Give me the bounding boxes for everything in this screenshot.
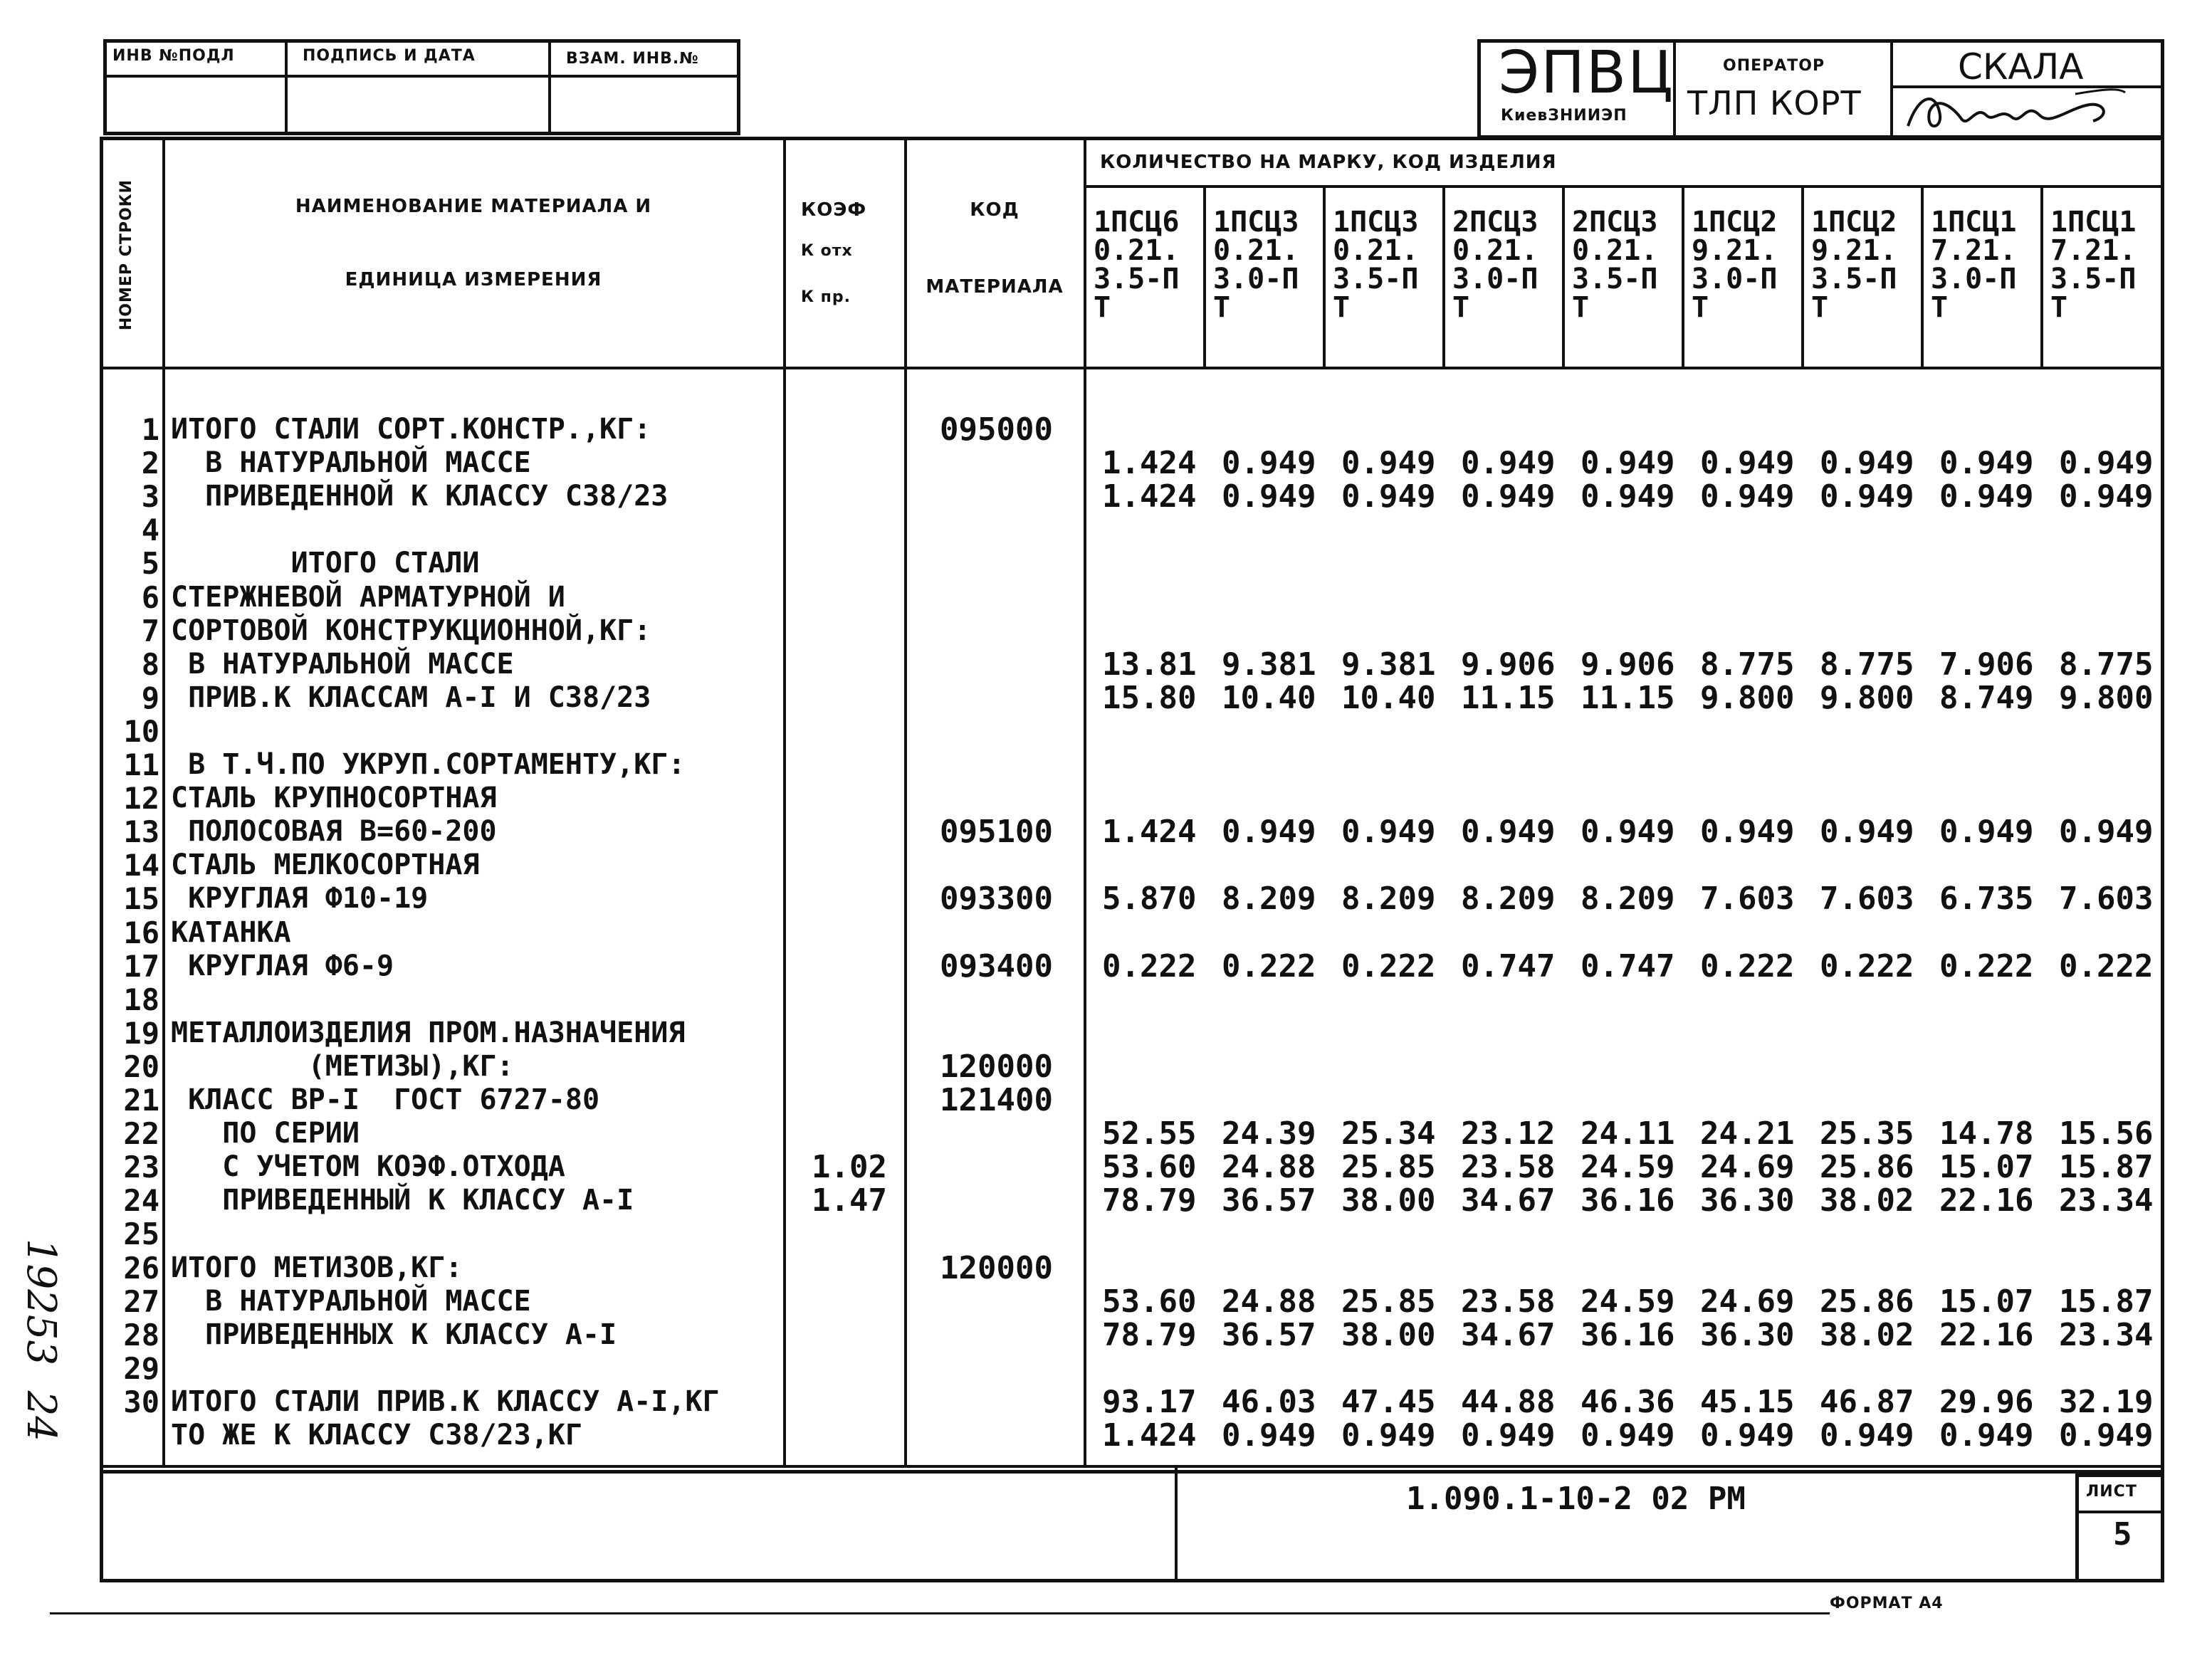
quantity-cell: 93.17 bbox=[1102, 1383, 1197, 1420]
document-code: 1.090.1-10-2 02 РМ bbox=[1406, 1481, 1746, 1517]
quantity-cell: 0.949 bbox=[1581, 445, 1675, 482]
quantity-cell: 36.30 bbox=[1700, 1316, 1795, 1353]
quantity-cell: 9.906 bbox=[1461, 646, 1556, 683]
material-name: ПРИВЕДЕННЫХ К КЛАССУ А-I bbox=[171, 1318, 617, 1351]
quantity-cell: 15.87 bbox=[2059, 1149, 2154, 1186]
row-number: 10 bbox=[123, 713, 159, 749]
code-header-line1: КОД bbox=[970, 199, 1019, 221]
quantity-cell: 0.949 bbox=[1939, 814, 2034, 851]
material-name: СТАЛЬ КРУПНОСОРТНАЯ bbox=[171, 782, 497, 815]
quantity-cell: 0.949 bbox=[1581, 814, 1675, 851]
quantity-cell: 45.15 bbox=[1700, 1383, 1795, 1420]
mark-header-9-line3: 3.5-П bbox=[2050, 263, 2137, 295]
material-name: КРУГЛАЯ Ф6-9 bbox=[171, 949, 394, 982]
quantity-cell: 0.949 bbox=[1581, 478, 1675, 515]
mark-header-9-line2: 7.21. bbox=[2050, 234, 2137, 267]
material-code: 095100 bbox=[940, 814, 1053, 851]
material-name: СОРТОВОЙ КОНСТРУКЦИОННОЙ,КГ: bbox=[171, 614, 651, 647]
quantity-cell: 0.949 bbox=[2059, 1417, 2154, 1454]
org-name: ЭПВЦ bbox=[1499, 39, 1674, 107]
row-number: 17 bbox=[123, 948, 159, 984]
quantity-cell: 24.88 bbox=[1222, 1283, 1316, 1320]
mark-header-8-line4: Т bbox=[1931, 291, 1949, 324]
mark-header-8-line2: 7.21. bbox=[1931, 234, 2017, 267]
row-number: 4 bbox=[141, 513, 159, 548]
quantity-cell: 46.03 bbox=[1222, 1383, 1316, 1420]
quantity-cell: 10.40 bbox=[1222, 679, 1316, 716]
quantity-cell: 0.949 bbox=[1461, 814, 1556, 851]
mark-header-1-line1: 1ПСЦ6 bbox=[1094, 206, 1180, 238]
mark-header-1-line2: 0.21. bbox=[1094, 234, 1180, 267]
quantity-cell: 53.60 bbox=[1102, 1283, 1197, 1320]
quantity-cell: 13.81 bbox=[1102, 646, 1197, 683]
quantity-cell: 23.58 bbox=[1461, 1149, 1556, 1186]
quantity-cell: 1.424 bbox=[1102, 445, 1197, 482]
material-name: ИТОГО МЕТИЗОВ,КГ: bbox=[171, 1251, 463, 1284]
quantity-cell: 0.747 bbox=[1461, 947, 1556, 984]
material-name: ПРИВЕДЕННОЙ К КЛАССУ С38/23 bbox=[171, 480, 669, 513]
material-code: 093400 bbox=[940, 947, 1053, 984]
quantity-cell: 10.40 bbox=[1341, 679, 1436, 716]
operator-value: ТЛП КОРТ bbox=[1687, 84, 1862, 122]
mark-header-6-line4: Т bbox=[1692, 291, 1709, 324]
row-number: 16 bbox=[123, 915, 159, 950]
material-code: 095000 bbox=[940, 411, 1053, 448]
quantity-cell: 0.949 bbox=[1461, 1417, 1556, 1454]
sheet-number: 5 bbox=[2113, 1516, 2132, 1553]
material-code: 093300 bbox=[940, 881, 1053, 918]
quantity-cell: 1.424 bbox=[1102, 478, 1197, 515]
coef-header-line2: К отх bbox=[801, 242, 853, 260]
checker-label: СКАЛА bbox=[1958, 46, 2084, 88]
quantity-cell: 24.21 bbox=[1700, 1115, 1795, 1152]
quantity-cell: 0.222 bbox=[1102, 947, 1197, 984]
quantity-cell: 0.949 bbox=[1939, 445, 2034, 482]
quantity-cell: 47.45 bbox=[1341, 1383, 1436, 1420]
row-number: 6 bbox=[141, 579, 159, 615]
coef-header-line1: КОЭФ bbox=[801, 199, 867, 221]
row-number: 7 bbox=[141, 613, 159, 648]
material-code: 120000 bbox=[940, 1048, 1053, 1085]
quantity-cell: 7.603 bbox=[2059, 881, 2154, 918]
quantity-cell: 0.949 bbox=[1820, 445, 1914, 482]
row-number: 25 bbox=[123, 1217, 159, 1252]
quantity-cell: 5.870 bbox=[1102, 881, 1197, 918]
mark-header-5-line1: 2ПСЦ3 bbox=[1572, 206, 1658, 238]
quantity-cell: 25.86 bbox=[1820, 1283, 1914, 1320]
quantity-cell: 0.949 bbox=[1700, 1417, 1795, 1454]
material-name: ТО ЖЕ К КЛАССУ С38/23,КГ bbox=[171, 1419, 582, 1451]
row-number: 3 bbox=[141, 479, 159, 515]
mark-header-7-line4: Т bbox=[1811, 291, 1829, 324]
row-number: 8 bbox=[141, 646, 159, 682]
row-number: 2 bbox=[141, 446, 159, 481]
quantity-cell: 36.16 bbox=[1581, 1182, 1675, 1219]
row-number: 14 bbox=[123, 848, 159, 883]
row-number: 18 bbox=[123, 982, 159, 1017]
mark-header-9-line1: 1ПСЦ1 bbox=[2050, 206, 2137, 238]
material-code: 121400 bbox=[940, 1082, 1053, 1118]
quantity-cell: 0.949 bbox=[1700, 814, 1795, 851]
mark-header-5-line4: Т bbox=[1572, 291, 1590, 324]
quantity-cell: 0.949 bbox=[2059, 478, 2154, 515]
material-name: МЕТАЛЛОИЗДЕЛИЯ ПРОМ.НАЗНАЧЕНИЯ bbox=[171, 1016, 686, 1049]
quantity-cell: 25.85 bbox=[1341, 1283, 1436, 1320]
quantity-cell: 23.34 bbox=[2059, 1182, 2154, 1219]
quantity-cell: 44.88 bbox=[1461, 1383, 1556, 1420]
code-header-line2: МАТЕРИАЛА bbox=[926, 276, 1064, 298]
quantity-cell: 32.19 bbox=[2059, 1383, 2154, 1420]
margin-note: 19253 24 bbox=[18, 1239, 64, 1442]
row-number: 19 bbox=[123, 1015, 159, 1051]
row-number: 5 bbox=[141, 546, 159, 582]
material-code: 120000 bbox=[940, 1249, 1053, 1286]
quantity-cell: 0.949 bbox=[1939, 478, 2034, 515]
quantity-cell: 8.775 bbox=[1700, 646, 1795, 683]
quantity-cell: 0.222 bbox=[1820, 947, 1914, 984]
material-header-line2: ЕДИНИЦА ИЗМЕРЕНИЯ bbox=[345, 269, 602, 290]
quantity-cell: 8.749 bbox=[1939, 679, 2034, 716]
row-number: 28 bbox=[123, 1317, 159, 1353]
quantity-cell: 34.67 bbox=[1461, 1316, 1556, 1353]
quantity-cell: 36.16 bbox=[1581, 1316, 1675, 1353]
quantity-cell: 52.55 bbox=[1102, 1115, 1197, 1152]
quantity-cell: 0.949 bbox=[2059, 445, 2154, 482]
quantity-cell: 0.222 bbox=[1939, 947, 2034, 984]
quantity-cell: 0.949 bbox=[1341, 478, 1436, 515]
mark-header-2-line3: 3.0-П bbox=[1213, 263, 1299, 295]
quantity-cell: 11.15 bbox=[1581, 679, 1675, 716]
mark-header-7-line2: 9.21. bbox=[1811, 234, 1897, 267]
quantity-cell: 24.59 bbox=[1581, 1149, 1675, 1186]
quantity-header: КОЛИЧЕСТВО НА МАРКУ, КОД ИЗДЕЛИЯ bbox=[1100, 152, 1557, 173]
quantity-cell: 6.735 bbox=[1939, 881, 2034, 918]
quantity-cell: 24.88 bbox=[1222, 1149, 1316, 1186]
quantity-cell: 0.949 bbox=[1461, 478, 1556, 515]
quantity-cell: 36.57 bbox=[1222, 1182, 1316, 1219]
quantity-cell: 15.07 bbox=[1939, 1149, 2034, 1186]
quantity-cell: 0.949 bbox=[1222, 814, 1316, 851]
material-name: КАТАНКА bbox=[171, 915, 291, 949]
format-label: ФОРМАТ А4 bbox=[1830, 1595, 1944, 1612]
quantity-cell: 9.800 bbox=[2059, 679, 2154, 716]
row-number-header: НОМЕР СТРОКИ bbox=[117, 179, 135, 331]
mark-header-4-line1: 2ПСЦ3 bbox=[1452, 206, 1539, 238]
material-name: ИТОГО СТАЛИ ПРИВ.К КЛАССУ А-I,КГ bbox=[171, 1385, 720, 1418]
stamp-vzam-inv: ВЗАМ. ИНВ.№ bbox=[566, 50, 699, 68]
stamp-signature-date: ПОДПИСЬ И ДАТА bbox=[303, 47, 476, 65]
quantity-cell: 9.381 bbox=[1222, 646, 1316, 683]
mark-header-8-line1: 1ПСЦ1 bbox=[1931, 206, 2017, 238]
material-name: В НАТУРАЛЬНОЙ МАССЕ bbox=[171, 1284, 531, 1318]
quantity-cell: 7.906 bbox=[1939, 646, 2034, 683]
quantity-cell: 24.69 bbox=[1700, 1149, 1795, 1186]
quantity-cell: 0.949 bbox=[1700, 478, 1795, 515]
quantity-cell: 22.16 bbox=[1939, 1316, 2034, 1353]
mark-header-9-line4: Т bbox=[2050, 291, 2068, 324]
mark-header-5-line2: 0.21. bbox=[1572, 234, 1658, 267]
quantity-cell: 15.87 bbox=[2059, 1283, 2154, 1320]
material-name: КЛАСС ВР-I ГОСТ 6727-80 bbox=[171, 1083, 600, 1116]
row-number: 27 bbox=[123, 1283, 159, 1319]
row-number: 11 bbox=[123, 747, 159, 782]
quantity-cell: 24.11 bbox=[1581, 1115, 1675, 1152]
row-number: 22 bbox=[123, 1116, 159, 1152]
mark-header-6-line2: 9.21. bbox=[1692, 234, 1778, 267]
mark-header-4-line4: Т bbox=[1452, 291, 1470, 324]
quantity-cell: 8.209 bbox=[1222, 881, 1316, 918]
quantity-cell: 0.949 bbox=[1581, 1417, 1675, 1454]
mark-header-4-line3: 3.0-П bbox=[1452, 263, 1539, 295]
quantity-cell: 9.800 bbox=[1700, 679, 1795, 716]
quantity-cell: 9.381 bbox=[1341, 646, 1436, 683]
quantity-cell: 0.949 bbox=[2059, 814, 2154, 851]
quantity-cell: 7.603 bbox=[1820, 881, 1914, 918]
quantity-cell: 15.07 bbox=[1939, 1283, 2034, 1320]
material-name: ПО СЕРИИ bbox=[171, 1117, 360, 1150]
quantity-cell: 0.949 bbox=[1820, 814, 1914, 851]
quantity-cell: 1.424 bbox=[1102, 1417, 1197, 1454]
row-number: 29 bbox=[123, 1350, 159, 1386]
quantity-cell: 8.209 bbox=[1461, 881, 1556, 918]
mark-header-2-line4: Т bbox=[1213, 291, 1231, 324]
material-name: В НАТУРАЛЬНОЙ МАССЕ bbox=[171, 446, 531, 480]
mark-header-1-line3: 3.5-П bbox=[1094, 263, 1180, 295]
row-number: 26 bbox=[123, 1250, 159, 1286]
mark-header-6-line3: 3.0-П bbox=[1692, 263, 1778, 295]
mark-header-3-line2: 0.21. bbox=[1333, 234, 1419, 267]
row-number: 20 bbox=[123, 1049, 159, 1084]
quantity-cell: 0.949 bbox=[1341, 445, 1436, 482]
mark-header-5-line3: 3.5-П bbox=[1572, 263, 1658, 295]
mark-header-2-line2: 0.21. bbox=[1213, 234, 1299, 267]
quantity-cell: 78.79 bbox=[1102, 1316, 1197, 1353]
quantity-cell: 8.775 bbox=[1820, 646, 1914, 683]
quantity-cell: 14.78 bbox=[1939, 1115, 2034, 1152]
row-number: 30 bbox=[123, 1384, 159, 1419]
quantity-cell: 0.222 bbox=[1700, 947, 1795, 984]
operator-label: ОПЕРАТОР bbox=[1723, 57, 1825, 75]
row-number: 23 bbox=[123, 1150, 159, 1185]
mark-header-7-line1: 1ПСЦ2 bbox=[1811, 206, 1897, 238]
quantity-cell: 29.96 bbox=[1939, 1383, 2034, 1420]
quantity-cell: 24.69 bbox=[1700, 1283, 1795, 1320]
mark-header-6-line1: 1ПСЦ2 bbox=[1692, 206, 1778, 238]
quantity-cell: 38.00 bbox=[1341, 1316, 1436, 1353]
material-name: В Т.Ч.ПО УКРУП.СОРТАМЕНТУ,КГ: bbox=[171, 748, 686, 781]
material-name: ИТОГО СТАЛИ СОРТ.КОНСТР.,КГ: bbox=[171, 413, 651, 446]
row-number: 12 bbox=[123, 781, 159, 816]
quantity-cell: 8.209 bbox=[1581, 881, 1675, 918]
quantity-cell: 0.949 bbox=[1341, 1417, 1436, 1454]
row-number: 1 bbox=[141, 412, 159, 447]
quantity-cell: 23.12 bbox=[1461, 1115, 1556, 1152]
mark-header-2-line1: 1ПСЦ3 bbox=[1213, 206, 1299, 238]
mark-header-4-line2: 0.21. bbox=[1452, 234, 1539, 267]
quantity-cell: 0.747 bbox=[1581, 947, 1675, 984]
quantity-cell: 0.949 bbox=[1820, 478, 1914, 515]
coefficient: 1.02 bbox=[812, 1149, 887, 1186]
sheet-label: ЛИСТ bbox=[2086, 1483, 2137, 1501]
quantity-cell: 46.36 bbox=[1581, 1383, 1675, 1420]
quantity-cell: 25.34 bbox=[1341, 1115, 1436, 1152]
quantity-cell: 25.86 bbox=[1820, 1149, 1914, 1186]
quantity-cell: 0.222 bbox=[1341, 947, 1436, 984]
quantity-cell: 8.209 bbox=[1341, 881, 1436, 918]
quantity-cell: 0.222 bbox=[1222, 947, 1316, 984]
coef-header-line3: К пр. bbox=[801, 288, 851, 306]
quantity-cell: 25.85 bbox=[1341, 1149, 1436, 1186]
material-name: СТАЛЬ МЕЛКОСОРТНАЯ bbox=[171, 849, 480, 882]
quantity-cell: 0.949 bbox=[1222, 478, 1316, 515]
signature bbox=[1897, 87, 2132, 137]
quantity-cell: 15.56 bbox=[2059, 1115, 2154, 1152]
quantity-cell: 38.00 bbox=[1341, 1182, 1436, 1219]
material-name: СТЕРЖНЕВОЙ АРМАТУРНОЙ И bbox=[171, 580, 565, 614]
quantity-cell: 24.39 bbox=[1222, 1115, 1316, 1152]
quantity-cell: 22.16 bbox=[1939, 1182, 2034, 1219]
quantity-cell: 53.60 bbox=[1102, 1149, 1197, 1186]
material-name: С УЧЕТОМ КОЭФ.ОТХОДА bbox=[171, 1150, 565, 1184]
quantity-cell: 38.02 bbox=[1820, 1182, 1914, 1219]
row-number: 24 bbox=[123, 1183, 159, 1219]
quantity-cell: 0.949 bbox=[1700, 445, 1795, 482]
quantity-cell: 1.424 bbox=[1102, 814, 1197, 851]
material-name: ПРИВ.К КЛАССАМ А-I И С38/23 bbox=[171, 681, 651, 714]
material-name: КРУГЛАЯ Ф10-19 bbox=[171, 882, 429, 915]
quantity-cell: 15.80 bbox=[1102, 679, 1197, 716]
material-name: (МЕТИЗЫ),КГ: bbox=[171, 1049, 514, 1083]
mark-header-3-line4: Т bbox=[1333, 291, 1351, 324]
quantity-cell: 0.949 bbox=[1222, 1417, 1316, 1454]
quantity-cell: 9.906 bbox=[1581, 646, 1675, 683]
material-header-line1: НАИМЕНОВАНИЕ МАТЕРИАЛА И bbox=[295, 196, 652, 217]
quantity-cell: 0.949 bbox=[1939, 1417, 2034, 1454]
quantity-cell: 36.30 bbox=[1700, 1182, 1795, 1219]
row-number: 15 bbox=[123, 881, 159, 917]
quantity-cell: 36.57 bbox=[1222, 1316, 1316, 1353]
row-number: 21 bbox=[123, 1083, 159, 1118]
quantity-cell: 46.87 bbox=[1820, 1383, 1914, 1420]
mark-header-7-line3: 3.5-П bbox=[1811, 263, 1897, 295]
material-name: ИТОГО СТАЛИ bbox=[171, 547, 480, 580]
quantity-cell: 11.15 bbox=[1461, 679, 1556, 716]
org-sub: КиевЗНИИЭП bbox=[1501, 107, 1627, 125]
material-name: В НАТУРАЛЬНОЙ МАССЕ bbox=[171, 647, 514, 681]
mark-header-3-line3: 3.5-П bbox=[1333, 263, 1419, 295]
stamp-inv-podl: ИНВ №ПОДЛ bbox=[112, 47, 235, 65]
quantity-cell: 8.775 bbox=[2059, 646, 2154, 683]
mark-header-8-line3: 3.0-П bbox=[1931, 263, 2017, 295]
quantity-cell: 25.35 bbox=[1820, 1115, 1914, 1152]
quantity-cell: 0.949 bbox=[1222, 445, 1316, 482]
quantity-cell: 0.949 bbox=[1820, 1417, 1914, 1454]
row-number: 9 bbox=[141, 680, 159, 715]
material-name: ПОЛОСОВАЯ В=60-200 bbox=[171, 815, 497, 849]
footer-block bbox=[100, 1465, 2164, 1582]
quantity-cell: 7.603 bbox=[1700, 881, 1795, 918]
coefficient: 1.47 bbox=[812, 1182, 887, 1219]
quantity-cell: 23.58 bbox=[1461, 1283, 1556, 1320]
quantity-cell: 0.949 bbox=[1341, 814, 1436, 851]
mark-header-1-line4: Т bbox=[1094, 291, 1111, 324]
row-number: 13 bbox=[123, 814, 159, 850]
quantity-cell: 0.949 bbox=[1461, 445, 1556, 482]
mark-header-3-line1: 1ПСЦ3 bbox=[1333, 206, 1419, 238]
quantity-cell: 24.59 bbox=[1581, 1283, 1675, 1320]
quantity-cell: 9.800 bbox=[1820, 679, 1914, 716]
quantity-cell: 78.79 bbox=[1102, 1182, 1197, 1219]
quantity-cell: 0.222 bbox=[2059, 947, 2154, 984]
material-name: ПРИВЕДЕННЫЙ К КЛАССУ А-I bbox=[171, 1184, 634, 1217]
quantity-cell: 34.67 bbox=[1461, 1182, 1556, 1219]
quantity-cell: 38.02 bbox=[1820, 1316, 1914, 1353]
quantity-cell: 23.34 bbox=[2059, 1316, 2154, 1353]
